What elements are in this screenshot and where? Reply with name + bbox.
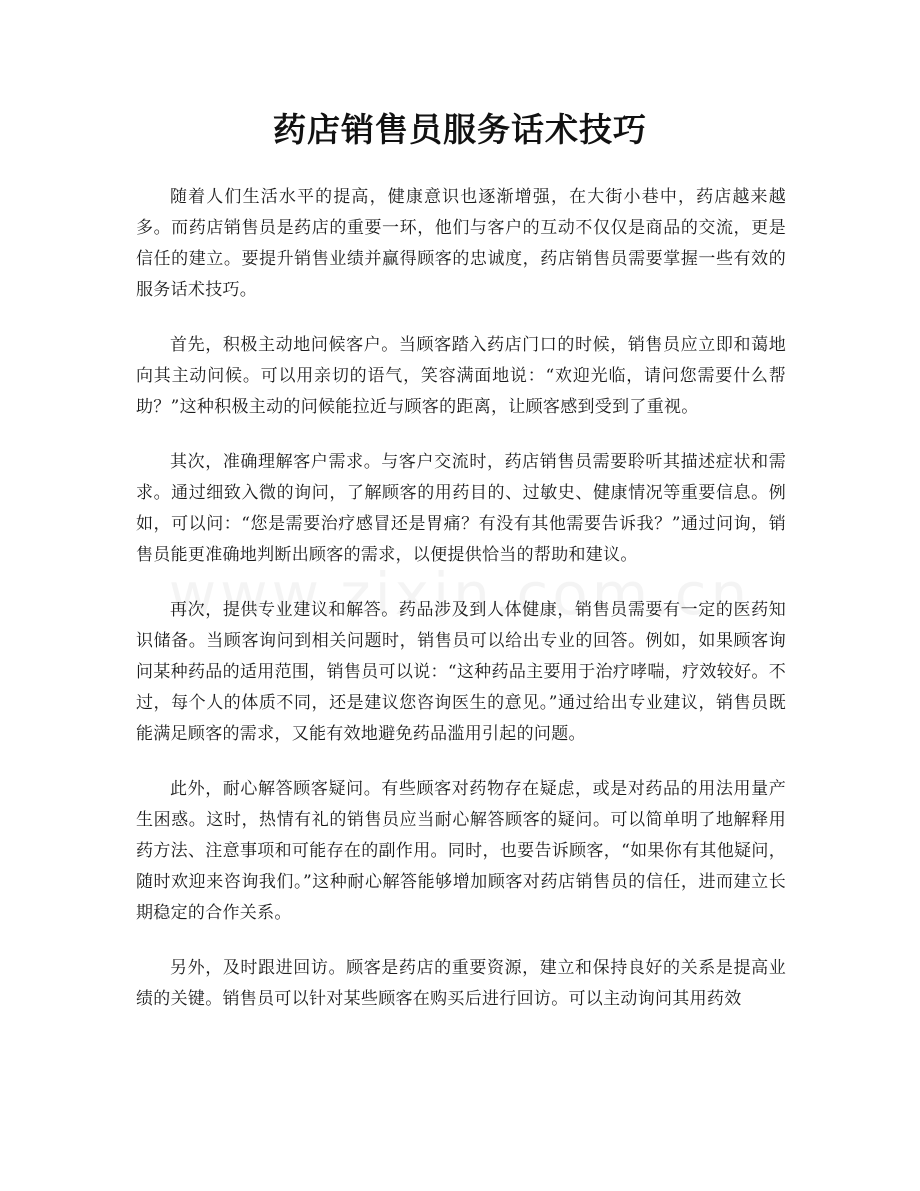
paragraph-greeting: 首先，积极主动地问候客户。当顾客踏入药店门口的时候，销售员应立即和蔼地向其主动问候。可以用亲切的语气，笑容满面地说：“欢迎光临，请问您需要什么帮助？”这种积极主动的问候能拉近与顾客的距离，让顾客感到受到了重视。 [136,335,786,417]
paragraph-questions: 此外，耐心解答顾客疑问。有些顾客对药物存在疑虑，或是对药品的用法用量产生困惑。这时，热情有礼的销售员应当耐心解答顾客的疑问。可以简单明了地解释用药方法、注意事项和可能存在的副作用。同时，也要告诉顾客，“如果你有其他疑问，随时欢迎来咨询我们。”这种耐心解答能够增加顾客对药店销售员的信任，进而建立长期稳定的合作关系。 [136,779,786,923]
document-body [136,182,786,1039]
paragraph-needs: 其次，准确理解客户需求。与客户交流时，药店销售员需要聆听其描述症状和需求。通过细致入微的询问，了解顾客的用药目的、过敏史、健康情况等重要信息。例如，可以问：“您是需要治疗感冒还是胃痛？有没有其他需要告诉我？”通过问询，销售员能更准确地判断出顾客的需求，以便提供恰当的帮助和建议。 [136,452,786,565]
document-title: 药店销售员服务话术技巧 [273,110,647,149]
paragraph-advice: 再次，提供专业建议和解答。药品涉及到人体健康，销售员需要有一定的医药知识储备。当顾客询问到相关问题时，销售员可以给出专业的回答。例如，如果顾客询问某种药品的适用范围，销售员可以说：“这种药品主要用于治疗哮喘，疗效较好。不过，每个人的体质不同，还是建议您咨询医生的意见。”通过给出专业建议，销售员既能满足顾客的需求，又能有效地避免药品滥用引起的问题。 [136,600,786,744]
paragraph-followup: 另外，及时跟进回访。顾客是药店的重要资源，建立和保持良好的关系是提高业绩的关键。销售员可以针对某些顾客在购买后进行回访。可以主动询问其用药效 [136,958,786,1009]
paragraph-intro: 随着人们生活水平的提高，健康意识也逐渐增强，在大街小巷中，药店越来越多。而药店销售员是药店的重要一环，他们与客户的互动不仅仅是商品的交流，更是信任的建立。要提升销售业绩并赢得顾客的忠诚度，药店销售员需要掌握一些有效的服务话术技巧。 [136,187,786,300]
